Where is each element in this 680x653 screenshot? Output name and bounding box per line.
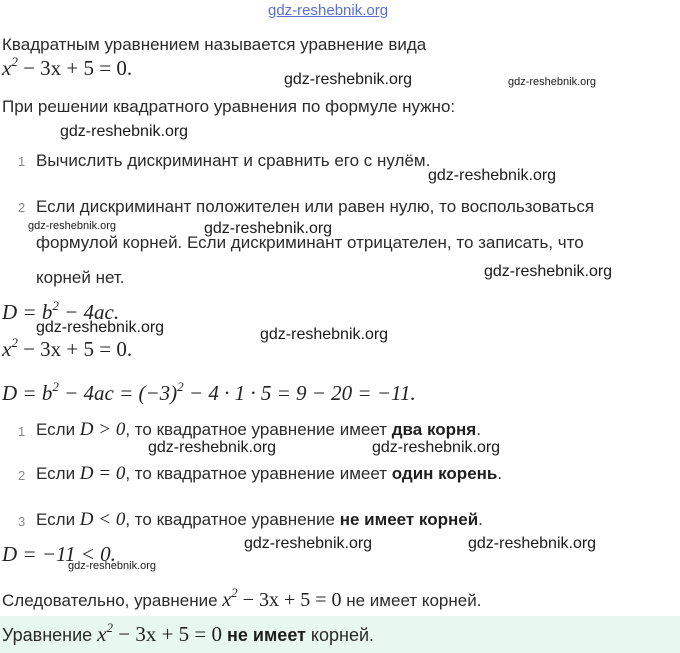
step-number: 1	[18, 154, 26, 169]
watermark: gdz-reshebnik.org	[508, 76, 597, 88]
watermark: gdz-reshebnik.org	[28, 220, 117, 232]
step-number: 2	[18, 200, 26, 215]
watermark: gdz-reshebnik.org	[372, 439, 501, 456]
discriminant-formula: $D = b^2 - 4ac$.	[2, 298, 120, 324]
watermark: gdz-reshebnik.org	[468, 535, 597, 552]
answer-box	[0, 616, 680, 653]
step-text: формулой корней. Если дискриминант отрицателен, то записать, что	[36, 233, 584, 252]
watermark: gdz-reshebnik.org	[204, 220, 333, 237]
watermark: gdz-reshebnik.org	[484, 263, 613, 280]
case-number: 1	[18, 424, 26, 439]
watermark: gdz-reshebnik.org	[284, 71, 413, 88]
watermark: gdz-reshebnik.org	[244, 535, 373, 552]
watermark: gdz-reshebnik.org	[36, 319, 165, 336]
method-intro: При решении квадратного уравнения по формуле нужно:	[2, 97, 456, 116]
equation: $x^2 - 3x + 5 = 0$.	[2, 54, 133, 80]
answer-text: Уравнение $x^2 - 3x + 5 = 0$ не имеет корней.	[2, 620, 375, 646]
step-text: корней нет.	[36, 268, 125, 287]
watermark-top[interactable]: gdz-reshebnik.org	[268, 2, 389, 19]
step-text: Если дискриминант положителен или равен нулю, то воспользоваться	[36, 197, 595, 216]
watermark: gdz-reshebnik.org	[68, 560, 157, 572]
case-number: 3	[18, 514, 26, 529]
watermark: gdz-reshebnik.org	[260, 326, 389, 343]
step-text: Вычислить дискриминант и сравнить его с нулём.	[36, 151, 431, 170]
conclusion: Следовательно, уравнение $x^2 - 3x + 5 = 0$ не имеет корней.	[2, 585, 482, 611]
discriminant-result: D = −11 < 0.	[2, 542, 116, 566]
equation: $x^2 - 3x + 5 = 0$.	[2, 335, 133, 361]
case-text: Если D < 0, то квадратное уравнение не имеет корней.	[36, 509, 483, 530]
watermark: gdz-reshebnik.org	[148, 439, 277, 456]
intro-text: Квадратным уравнением называется уравнение вида	[2, 35, 427, 54]
case-text: Если D > 0, то квадратное уравнение имеет два корня.	[36, 419, 481, 440]
watermark: gdz-reshebnik.org	[428, 167, 557, 184]
case-text: Если D = 0, то квадратное уравнение имеет один корень.	[36, 463, 503, 484]
discriminant-calculation: $D = b^2 - 4ac = (-3)^2 - 4 \cdot 1 \cdot 5 = 9 - 20 = -11$.	[2, 379, 416, 405]
watermark: gdz-reshebnik.org	[60, 123, 189, 140]
case-number: 2	[18, 468, 26, 483]
